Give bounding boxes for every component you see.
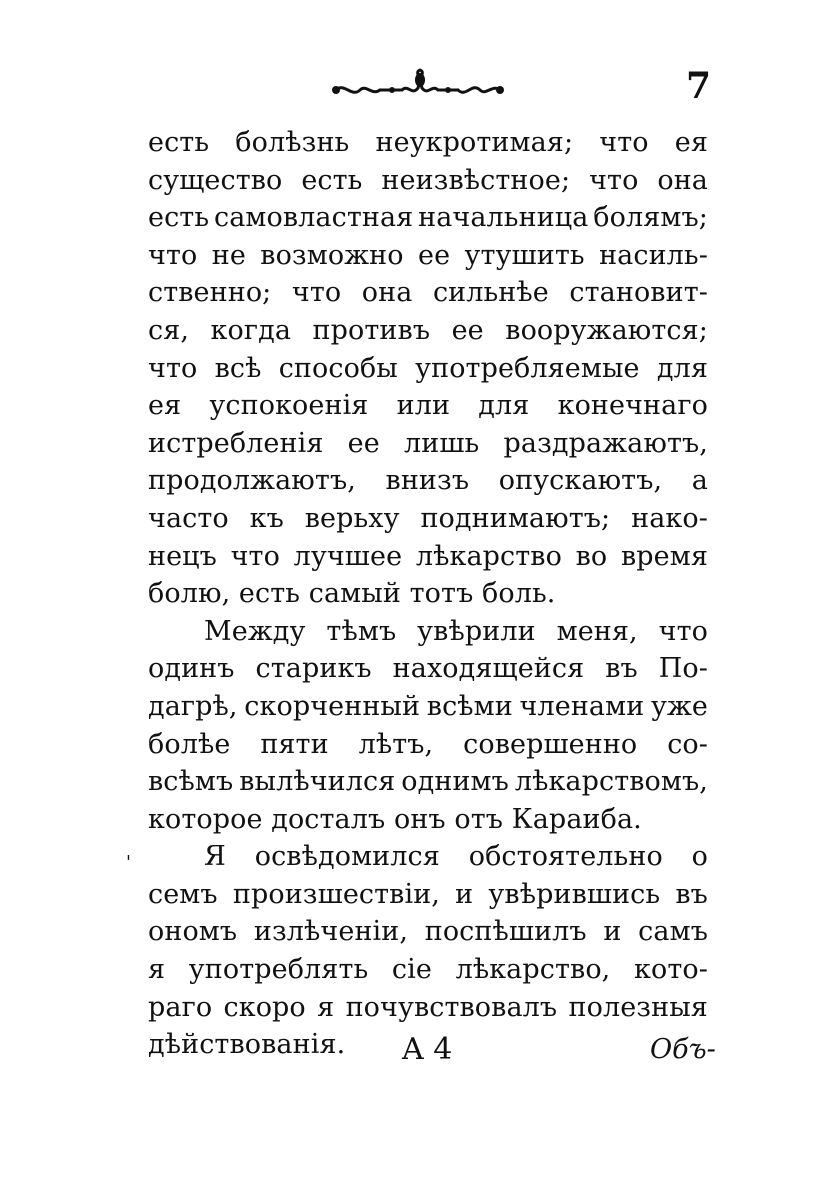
text-line: семъ произшествіи, и увѣрившись въ bbox=[148, 878, 708, 910]
text-line: нецъ что лучшее лѣкарство во время bbox=[148, 540, 708, 572]
text-line: что всѣ способы употребляемые для bbox=[148, 352, 708, 384]
signature-mark: A 4 bbox=[402, 1032, 453, 1067]
text-line: существо есть неизвѣстное; что она bbox=[148, 164, 708, 196]
text-line: есть самовластная начальница болямъ; bbox=[148, 202, 708, 234]
text-line: часто къ верьху поднимаютъ; нако- bbox=[148, 502, 708, 534]
margin-mark: ' bbox=[126, 852, 131, 873]
page-number: 7 bbox=[686, 65, 712, 107]
text-line: болѣе пяти лѣтъ, совершенно со- bbox=[148, 728, 708, 760]
text-line: истребленія ее лишь раздражаютъ, bbox=[148, 427, 708, 459]
text-line: ся, когда противъ ее вооружаются; bbox=[148, 314, 708, 346]
text-line: ономъ излѣченіи, поспѣшилъ и самъ bbox=[148, 916, 708, 948]
catchword: Объ- bbox=[650, 1034, 716, 1065]
text-line: я употреблять сіе лѣкарство, кото- bbox=[148, 954, 708, 986]
text-line: Между тѣмъ увѣрили меня, что bbox=[204, 615, 708, 647]
body-text bbox=[148, 124, 708, 1064]
text-line: ея успокоенія или для конечнаго bbox=[148, 390, 708, 422]
text-line: Я освѣдомился обстоятельно о bbox=[204, 841, 708, 873]
text-line: раго скоро я почувствовалъ полезныя bbox=[148, 991, 708, 1023]
text-line: дѣйствованія. bbox=[148, 1029, 346, 1061]
text-line: всѣмъ вылѣчился однимъ лѣкарствомъ, bbox=[148, 766, 708, 798]
text-line: что не возможно ее утушить насиль- bbox=[148, 239, 708, 271]
text-line: продолжаютъ, внизъ опускаютъ, а bbox=[148, 465, 708, 497]
page-footer bbox=[0, 1030, 840, 1074]
page-header bbox=[0, 62, 840, 112]
text-line: болю, есть самый тотъ боль. bbox=[148, 578, 556, 610]
decorative-ornament-icon bbox=[330, 66, 506, 106]
text-line: которое досталъ онъ отъ Караиба. bbox=[148, 803, 642, 835]
text-line: есть болѣзнь неукротимая; что ея bbox=[148, 127, 708, 158]
text-line: ственно; что она сильнѣе становит- bbox=[148, 277, 708, 309]
text-line: дагрѣ, скорченный всѣми членами уже bbox=[148, 690, 708, 722]
text-line: одинъ старикъ находящейся въ По- bbox=[148, 653, 708, 685]
